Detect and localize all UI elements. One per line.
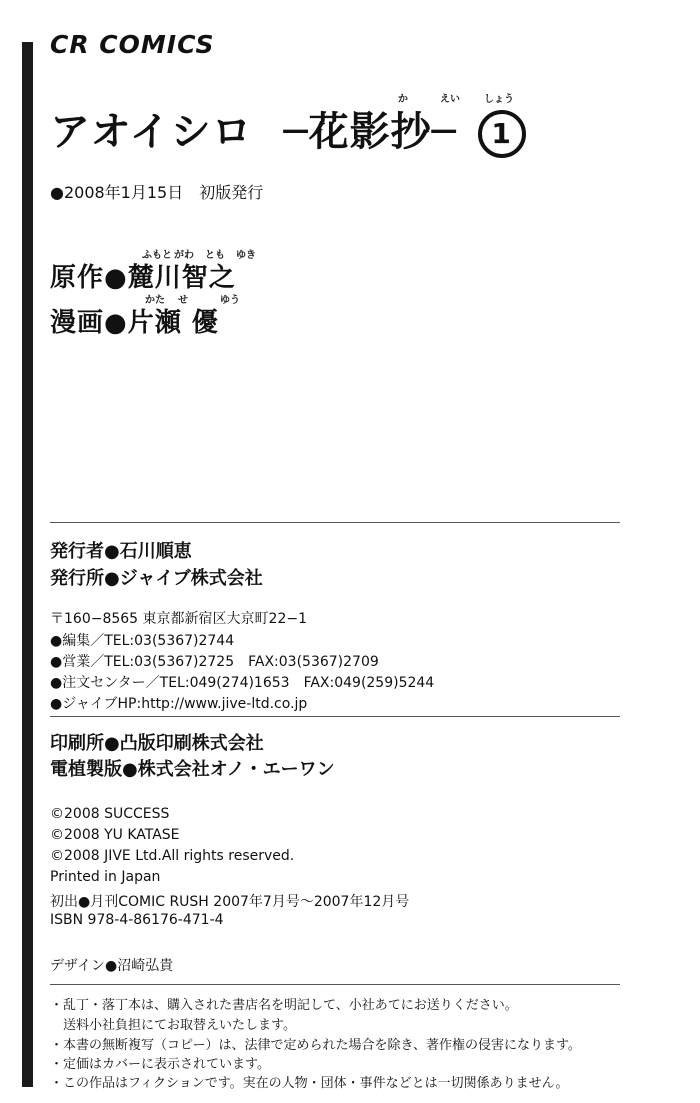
author-ruby-1: ふもと bbox=[142, 250, 172, 261]
volume-number: 1 bbox=[478, 110, 526, 158]
note-1b: 送料小社負担にてお取替えいたします。 bbox=[50, 1018, 296, 1033]
imprint-logo: CR COMICS bbox=[50, 30, 215, 59]
contact-sales: ●営業／TEL:03(5367)2725 FAX:03(5367)2709 bbox=[50, 654, 379, 670]
printer: 印刷所●凸版印刷株式会社 bbox=[50, 733, 264, 754]
divider-3 bbox=[50, 984, 620, 985]
contact-order-center: ●注文センター／TEL:049(274)1653 FAX:049(259)5244 bbox=[50, 675, 435, 691]
credit-manga-name: 片瀬 優 bbox=[127, 308, 219, 338]
first-published: 初出●月刊COMIC RUSH 2007年7月号〜2007年12月号 bbox=[50, 894, 410, 910]
artist-ruby-2: せ bbox=[178, 295, 188, 306]
note-2: ・本書の無断複写（コピー）は、法律で定められた場合を除き、著作権の侵害になります。 bbox=[50, 1038, 581, 1053]
credit-original-role: 原作● bbox=[50, 263, 128, 293]
note-3: ・定価はカバーに表示されています。 bbox=[50, 1057, 270, 1072]
printed-in: Printed in Japan bbox=[50, 869, 161, 885]
credit-original-name: 麓川智之 bbox=[127, 263, 236, 293]
typesetter: 電植製版●株式会社オノ・エーワン bbox=[50, 759, 335, 780]
title-main: アオイシロ bbox=[50, 109, 253, 155]
note-4: ・この作品はフィクションです。実在の人物・団体・事件などとは一切関係ありません。 bbox=[50, 1076, 569, 1091]
artist-ruby-1: かた bbox=[145, 295, 165, 306]
title-ruby-3: しょう bbox=[484, 94, 514, 105]
author-ruby-2: がわ bbox=[174, 250, 194, 261]
note-1: ・乱丁・落丁本は、購入された書店名を明記して、小社あてにお送りください。 bbox=[50, 998, 518, 1013]
author-ruby-3: とも bbox=[205, 250, 225, 261]
divider-2 bbox=[50, 716, 620, 717]
copyright-1: ©2008 SUCCESS bbox=[50, 806, 170, 822]
first-edition-date: ●2008年1月15日 初版発行 bbox=[50, 183, 264, 202]
design-credit: デザイン●沼崎弘貴 bbox=[50, 958, 174, 974]
isbn: ISBN 978-4-86176-471-4 bbox=[50, 912, 224, 928]
artist-ruby-3: ゆう bbox=[220, 295, 240, 306]
copyright-3: ©2008 JIVE Ltd.All rights reserved. bbox=[50, 848, 295, 864]
credit-manga bbox=[50, 302, 219, 339]
contact-editorial: ●編集／TEL:03(5367)2744 bbox=[50, 633, 235, 649]
publisher-company: 発行所●ジャイブ株式会社 bbox=[50, 568, 263, 589]
publisher-person: 発行者●石川順恵 bbox=[50, 541, 192, 562]
book-title bbox=[50, 100, 526, 158]
left-black-bar bbox=[22, 42, 33, 1087]
address: 〒160−8565 東京都新宿区大京町22−1 bbox=[50, 611, 307, 627]
title-subtitle: ─花影抄─ bbox=[283, 109, 457, 155]
divider-1 bbox=[50, 522, 620, 523]
title-ruby-1: か bbox=[398, 94, 408, 105]
credit-original bbox=[50, 257, 236, 294]
author-ruby-4: ゆき bbox=[236, 250, 256, 261]
title-ruby-2: えい bbox=[440, 94, 460, 105]
copyright-2: ©2008 YU KATASE bbox=[50, 827, 180, 843]
credit-manga-role: 漫画● bbox=[50, 308, 128, 338]
contact-website: ●ジャイブHP:http://www.jive-ltd.co.jp bbox=[50, 696, 308, 712]
